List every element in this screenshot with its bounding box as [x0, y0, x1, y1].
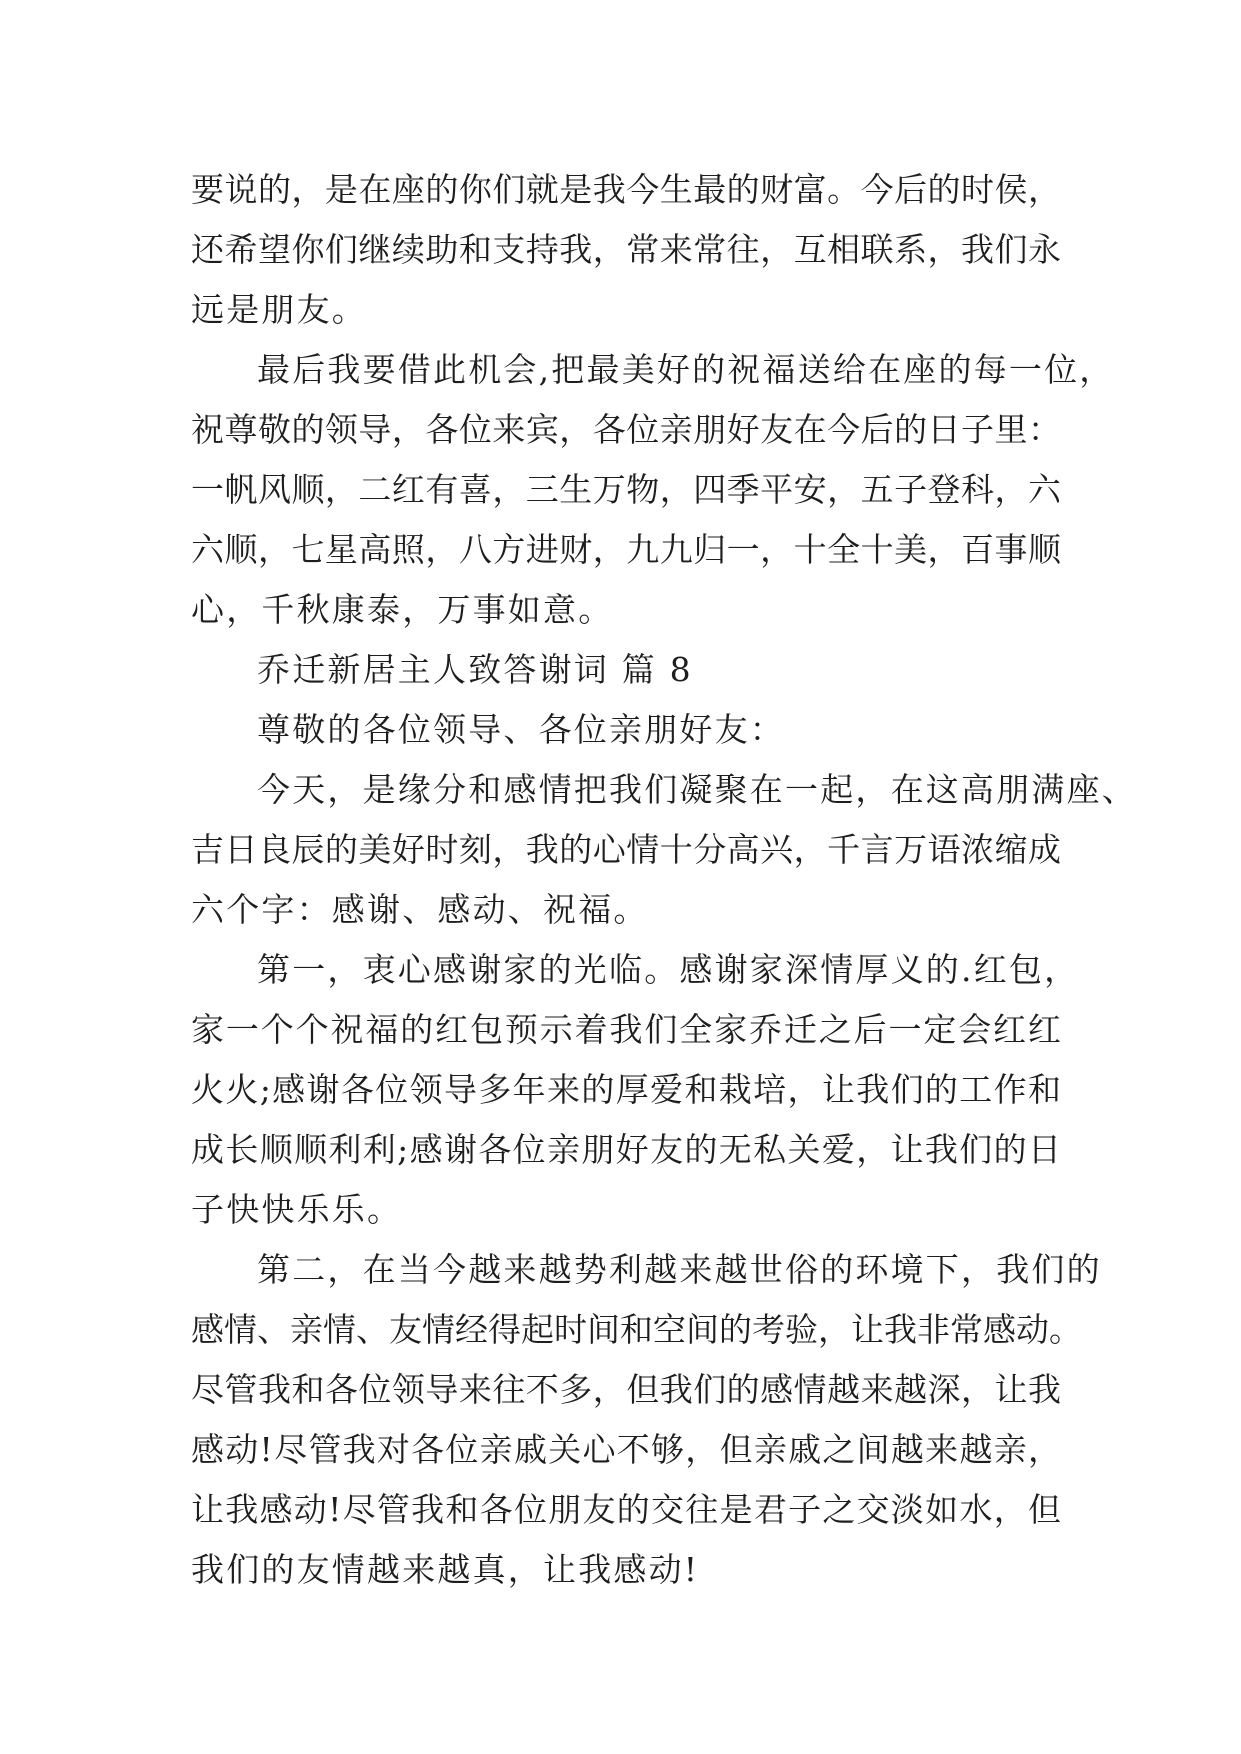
paragraph-line: 六顺，七星高照，八方进财，九九归一，十全十美，百事顺 — [191, 530, 1061, 569]
paragraph-line: 要说的，是在座的你们就是我今生最的财富。今后的时侯， — [191, 170, 1061, 209]
paragraph-line: 子快快乐乐。 — [191, 1190, 403, 1229]
paragraph-line: 感情、亲情、友情经得起时间和空间的考验，让我非常感动。 — [191, 1310, 1082, 1349]
section-heading: 乔迁新居主人致答谢词 篇 8 — [257, 650, 693, 689]
document-body — [191, 160, 1137, 1600]
paragraph-line: 祝尊敬的领导，各位来宾，各位亲朋好友在今后的日子里： — [191, 410, 1061, 449]
paragraph-line: 第二，在当今越来越势利越来越世俗的环境下，我们的 — [257, 1250, 1102, 1289]
paragraph-line: 第一，衷心感谢家的光临。感谢家深情厚义的.红包， — [257, 950, 1080, 989]
paragraph-line: 今天，是缘分和感情把我们凝聚在一起，在这高朋满座、 — [257, 770, 1137, 809]
paragraph-line: 感动!尽管我对各位亲戚关心不够，但亲戚之间越来越亲， — [191, 1430, 1061, 1469]
paragraph-line: 我们的友情越来越真，让我感动! — [191, 1550, 700, 1589]
paragraph-line: 火火;感谢各位领导多年来的厚爱和栽培，让我们的工作和 — [191, 1070, 1061, 1109]
salutation-line: 尊敬的各位领导、各位亲朋好友： — [257, 710, 785, 749]
paragraph-line: 吉日良辰的美好时刻，我的心情十分高兴，千言万语浓缩成 — [191, 830, 1061, 869]
paragraph-line: 家一个个祝福的红包预示着我们全家乔迁之后一定会红红 — [191, 1010, 1061, 1049]
paragraph-line: 还希望你们继续助和支持我，常来常往，互相联系，我们永 — [191, 230, 1061, 269]
paragraph-line: 六个字：感谢、感动、祝福。 — [191, 890, 649, 929]
paragraph-line: 心，千秋康泰，万事如意。 — [191, 590, 614, 629]
paragraph-line: 最后我要借此机会,把最美好的祝福送给在座的每一位， — [257, 350, 1115, 389]
paragraph-line: 成长顺顺利利;感谢各位亲朋好友的无私关爱，让我们的日 — [191, 1130, 1061, 1169]
paragraph-line: 让我感动!尽管我和各位朋友的交往是君子之交淡如水，但 — [191, 1490, 1061, 1529]
paragraph-line: 一帆风顺，二红有喜，三生万物，四季平安，五子登科，六 — [191, 470, 1061, 509]
paragraph-line: 尽管我和各位领导来往不多，但我们的感情越来越深，让我 — [191, 1370, 1061, 1409]
paragraph-line: 远是朋友。 — [191, 290, 367, 329]
